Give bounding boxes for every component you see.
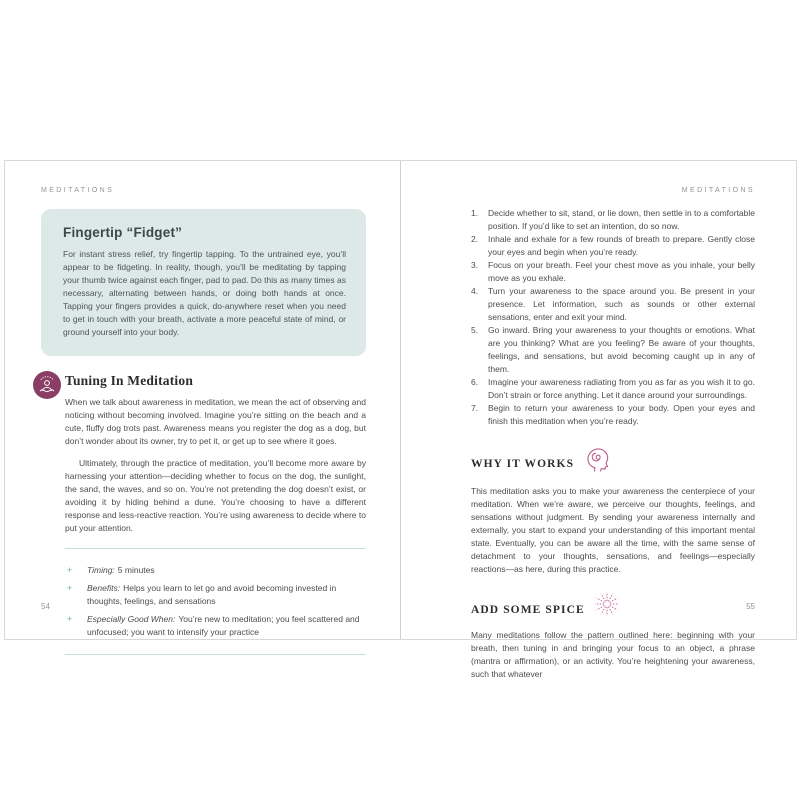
step-number: 3. (471, 260, 479, 270)
add-some-spice-body: Many meditations follow the pattern outlined here: beginning with your breath, then tuning in and bringing your focus to an object, a phrase (mantra or affirmation), or an activity. You’re heightening your awareness, such that whatever (471, 630, 755, 679)
why-it-works-body: This meditation asks you to make your awareness the centerpiece of your meditation. When we’re aware, we perceive our thoughts, feelings, and sensations without judgment. By sending your awareness internally and externally, you start to expand your understanding of this important mental state. Eventually, you can be aware all the time, with the same sense of detachment to your thoughts, sensations, and feelings—especially reactions—as here, during this practice. (471, 486, 755, 574)
fact-especially-good-when (65, 613, 366, 638)
fact-text: Especially Good When: You’re new to meditation; you feel scattered and unfocused; you want to intensify your practice (87, 614, 360, 637)
why-it-works-heading (471, 449, 755, 478)
plus-bullet-icon: + (67, 583, 73, 593)
callout-body: For instant stress relief, try fingertip tapping. To the untrained eye, you’ll appear to be fidgeting. In reality, though, you’ll be meditating by tapping your thumb twice against each finger, pad to pad. Do this as many times as necessary, alternating between hands, or doing both hands at once. Tapping your fingers provides a quick, do-anywhere reset when you need to get in touch with your breath, activate a more peaceful state of mind, or ground yourself into your body. (63, 249, 346, 337)
page-number-left: 54 (41, 602, 50, 611)
step-number: 2. (471, 234, 479, 244)
plus-bullet-icon: + (67, 564, 73, 575)
step-number: 7. (471, 403, 479, 413)
fact-text: Benefits: Helps you learn to let go and avoid becoming invested in thoughts, feelings, and sensations (87, 583, 337, 606)
step-item (471, 233, 755, 259)
callout-title: Fingertip “Fidget” (63, 225, 183, 240)
section-title: Tuning In Meditation (65, 373, 194, 388)
fingertip-fidget-callout (41, 209, 366, 356)
step-item (471, 402, 755, 428)
step-number: 4. (471, 286, 479, 296)
meditation-lotus-icon (33, 371, 61, 399)
left-page (5, 161, 400, 639)
fact-timing (65, 564, 366, 577)
step-text: Turn your awareness to the space around you. Be present in your presence. Let information, such as sounds or other external sensations, enter and exit your mind. (488, 286, 755, 322)
right-page (400, 161, 796, 679)
head-spiral-icon (583, 443, 613, 478)
subhead-title: ADD SOME SPICE (471, 603, 585, 616)
book-spread (4, 160, 797, 679)
section-paragraph-2: Ultimately, through the practice of meditation, you’ll become more aware by harnessing your attention—deciding whether to focus on the dog, the sunlight, the sand, the waves, and so on. You’re not pretending the dog doesn’t exist, or avoiding it by hiding behind a dune. You’re choosing to have a different response and less-reactive reaction. You’re using awareness to decide where to put your attention. (65, 457, 366, 533)
step-text: Decide whether to sit, stand, or lie down, then settle in to a comfortable position. If you’d like to set an intention, do so now. (488, 208, 755, 231)
fact-benefits (65, 582, 366, 607)
step-text: Begin to return your awareness to your body. Open your eyes and finish this meditation when you’re ready. (488, 403, 755, 426)
starburst-icon (594, 591, 620, 622)
step-item (471, 259, 755, 285)
subhead-title: WHY IT WORKS (471, 457, 575, 470)
facts-list (65, 548, 366, 656)
tuning-in-section (41, 373, 366, 535)
fact-label: Especially Good When: (87, 614, 176, 624)
fact-text: Timing: 5 minutes (87, 564, 155, 575)
step-item (471, 324, 755, 376)
step-number: 1. (471, 208, 479, 218)
running-header-left: MEDITATIONS (41, 187, 115, 194)
running-header-right: MEDITATIONS (681, 187, 755, 194)
step-item (471, 285, 755, 324)
step-number: 5. (471, 325, 479, 335)
meditation-steps-list (471, 207, 755, 428)
step-text: Go inward. Bring your awareness to your thoughts or emotions. What are you thinking? What are you feeling? Be aware of your thoughts, feelings, and sensations, but avoid becoming caught up in any of them. (488, 325, 755, 374)
step-item (471, 207, 755, 233)
section-paragraph-1: When we talk about awareness in meditation, we mean the act of observing and noticing without becoming involved. Imagine you’re sitting on the beach and a cute, fluffy dog trots past. Awareness means you register the dog as a dog, but don’t wonder about its owner, try to pet it, or get up to see where it goes. (65, 397, 366, 446)
step-text: Inhale and exhale for a few rounds of breath to prepare. Gently close your eyes and begin when you’re ready. (488, 234, 755, 257)
add-some-spice-heading (471, 597, 755, 622)
fact-label: Benefits: (87, 583, 121, 593)
page-number-right: 55 (746, 602, 755, 611)
step-text: Imagine your awareness radiating from you as far as you wish it to go. Don’t strain or force anything. Let it dance around your surroundings. (488, 377, 755, 400)
fact-label: Timing: (87, 564, 115, 575)
step-item (471, 376, 755, 402)
step-number: 6. (471, 377, 479, 387)
plus-bullet-icon: + (67, 614, 73, 624)
step-text: Focus on your breath. Feel your chest move as you inhale, your belly move as you exhale. (488, 260, 755, 283)
